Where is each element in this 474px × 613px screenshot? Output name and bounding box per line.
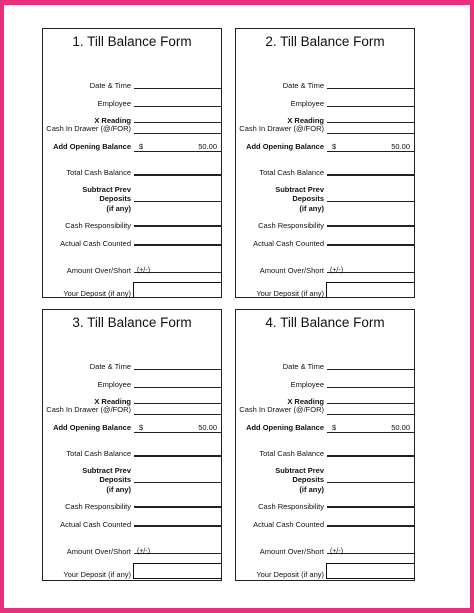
subtract-prev-label: Subtract Prev — [82, 466, 131, 476]
add-opening-balance-label: Add Opening Balance — [53, 142, 131, 152]
opening-balance-field — [134, 432, 221, 433]
form-title: 3. Till Balance Form — [72, 315, 192, 330]
your-deposit-box[interactable] — [326, 563, 415, 579]
form-title: 1. Till Balance Form — [72, 34, 192, 49]
actual-cash-counted-field[interactable] — [134, 525, 221, 527]
if-any-label: (if any) — [106, 203, 131, 213]
date-time-field[interactable] — [327, 88, 414, 89]
total-cash-balance-label: Total Cash Balance — [66, 449, 131, 459]
date-time-field[interactable] — [134, 88, 221, 89]
opening-balance-field — [327, 432, 414, 433]
x-reading-field[interactable] — [134, 122, 221, 123]
amount-over-short-label: Amount Over/Short — [259, 547, 324, 557]
employee-field[interactable] — [134, 106, 221, 107]
total-cash-balance-field[interactable] — [134, 174, 221, 176]
subtract-prev-label: Subtract Prev — [275, 185, 324, 195]
x-reading-label: X Reading — [287, 396, 324, 406]
prev-deposits-field[interactable] — [134, 201, 221, 202]
amount-over-short-label: Amount Over/Short — [66, 266, 131, 276]
till-balance-form-4 — [235, 309, 415, 581]
cash-responsibility-label: Cash Responsibility — [258, 501, 324, 511]
your-deposit-label: Your Deposit (if any) — [63, 288, 131, 298]
form-title: 4. Till Balance Form — [265, 315, 385, 330]
prev-deposits-field[interactable] — [134, 482, 221, 483]
cash-in-drawer-label: Cash In Drawer (@/FOR) — [239, 124, 324, 134]
deposits-label: Deposits — [99, 475, 131, 485]
employee-label: Employee — [290, 99, 324, 109]
dollar-sign: $ — [332, 423, 337, 433]
total-cash-balance-field[interactable] — [327, 455, 414, 457]
your-deposit-label: Your Deposit (if any) — [256, 288, 324, 298]
deposits-label: Deposits — [292, 475, 324, 485]
cash-in-drawer-field[interactable] — [134, 414, 221, 415]
date-time-label: Date & Time — [89, 81, 131, 91]
subtract-prev-label: Subtract Prev — [82, 185, 131, 195]
date-time-label: Date & Time — [89, 362, 131, 372]
plus-minus-label: (+/-) — [137, 267, 151, 275]
cash-in-drawer-field[interactable] — [327, 414, 414, 415]
if-any-label: (if any) — [299, 203, 324, 213]
deposits-label: Deposits — [292, 194, 324, 204]
x-reading-label: X Reading — [287, 115, 324, 125]
plus-minus-label: (+/-) — [330, 267, 344, 275]
date-time-field[interactable] — [327, 369, 414, 370]
actual-cash-counted-field[interactable] — [327, 525, 414, 527]
till-balance-form-2 — [235, 28, 415, 298]
total-cash-balance-label: Total Cash Balance — [259, 449, 324, 459]
employee-field[interactable] — [327, 106, 414, 107]
till-balance-form-1 — [42, 28, 222, 298]
opening-balance-amount: 50.00 — [198, 423, 217, 433]
x-reading-field[interactable] — [134, 403, 221, 404]
actual-cash-counted-label: Actual Cash Counted — [253, 239, 324, 249]
opening-balance-amount: 50.00 — [198, 142, 217, 152]
dollar-sign: $ — [139, 423, 144, 433]
cash-in-drawer-field[interactable] — [134, 133, 221, 134]
date-time-field[interactable] — [134, 369, 221, 370]
cash-responsibility-field[interactable] — [134, 225, 221, 227]
cash-in-drawer-label: Cash In Drawer (@/FOR) — [46, 405, 131, 415]
add-opening-balance-label: Add Opening Balance — [53, 423, 131, 433]
your-deposit-box[interactable] — [326, 282, 415, 298]
add-opening-balance-label: Add Opening Balance — [246, 423, 324, 433]
cash-responsibility-field[interactable] — [327, 506, 414, 508]
amount-over-short-label: Amount Over/Short — [259, 266, 324, 276]
date-time-label: Date & Time — [282, 362, 324, 372]
x-reading-field[interactable] — [327, 403, 414, 404]
cash-responsibility-field[interactable] — [327, 225, 414, 227]
x-reading-label: X Reading — [94, 115, 131, 125]
employee-label: Employee — [97, 380, 131, 390]
add-opening-balance-label: Add Opening Balance — [246, 142, 324, 152]
plus-minus-label: (+/-) — [330, 548, 344, 556]
your-deposit-label: Your Deposit (if any) — [256, 569, 324, 579]
prev-deposits-field[interactable] — [327, 201, 414, 202]
your-deposit-box[interactable] — [133, 282, 222, 298]
employee-field[interactable] — [327, 387, 414, 388]
actual-cash-counted-label: Actual Cash Counted — [60, 520, 131, 530]
employee-label: Employee — [290, 380, 324, 390]
amount-over-short-field[interactable] — [327, 553, 414, 554]
date-time-label: Date & Time — [282, 81, 324, 91]
x-reading-label: X Reading — [94, 396, 131, 406]
subtract-prev-label: Subtract Prev — [275, 466, 324, 476]
till-balance-form-3 — [42, 309, 222, 581]
total-cash-balance-field[interactable] — [134, 455, 221, 457]
opening-balance-amount: 50.00 — [391, 423, 410, 433]
actual-cash-counted-label: Actual Cash Counted — [60, 239, 131, 249]
plus-minus-label: (+/-) — [137, 548, 151, 556]
actual-cash-counted-field[interactable] — [327, 244, 414, 246]
opening-balance-field — [134, 151, 221, 152]
actual-cash-counted-field[interactable] — [134, 244, 221, 246]
opening-balance-field — [327, 151, 414, 152]
cash-responsibility-field[interactable] — [134, 506, 221, 508]
cash-in-drawer-field[interactable] — [327, 133, 414, 134]
amount-over-short-field[interactable] — [327, 272, 414, 273]
opening-balance-amount: 50.00 — [391, 142, 410, 152]
employee-label: Employee — [97, 99, 131, 109]
deposits-label: Deposits — [99, 194, 131, 204]
total-cash-balance-label: Total Cash Balance — [66, 168, 131, 178]
if-any-label: (if any) — [106, 484, 131, 494]
actual-cash-counted-label: Actual Cash Counted — [253, 520, 324, 530]
if-any-label: (if any) — [299, 484, 324, 494]
employee-field[interactable] — [134, 387, 221, 388]
dollar-sign: $ — [332, 142, 337, 152]
cash-responsibility-label: Cash Responsibility — [258, 220, 324, 230]
dollar-sign: $ — [139, 142, 144, 152]
your-deposit-box[interactable] — [133, 563, 222, 579]
amount-over-short-field[interactable] — [134, 272, 221, 273]
total-cash-balance-label: Total Cash Balance — [259, 168, 324, 178]
prev-deposits-field[interactable] — [327, 482, 414, 483]
form-title: 2. Till Balance Form — [265, 34, 385, 49]
cash-in-drawer-label: Cash In Drawer (@/FOR) — [46, 124, 131, 134]
cash-responsibility-label: Cash Responsibility — [65, 220, 131, 230]
amount-over-short-field[interactable] — [134, 553, 221, 554]
total-cash-balance-field[interactable] — [327, 174, 414, 176]
amount-over-short-label: Amount Over/Short — [66, 547, 131, 557]
your-deposit-label: Your Deposit (if any) — [63, 569, 131, 579]
x-reading-field[interactable] — [327, 122, 414, 123]
cash-responsibility-label: Cash Responsibility — [65, 501, 131, 511]
cash-in-drawer-label: Cash In Drawer (@/FOR) — [239, 405, 324, 415]
